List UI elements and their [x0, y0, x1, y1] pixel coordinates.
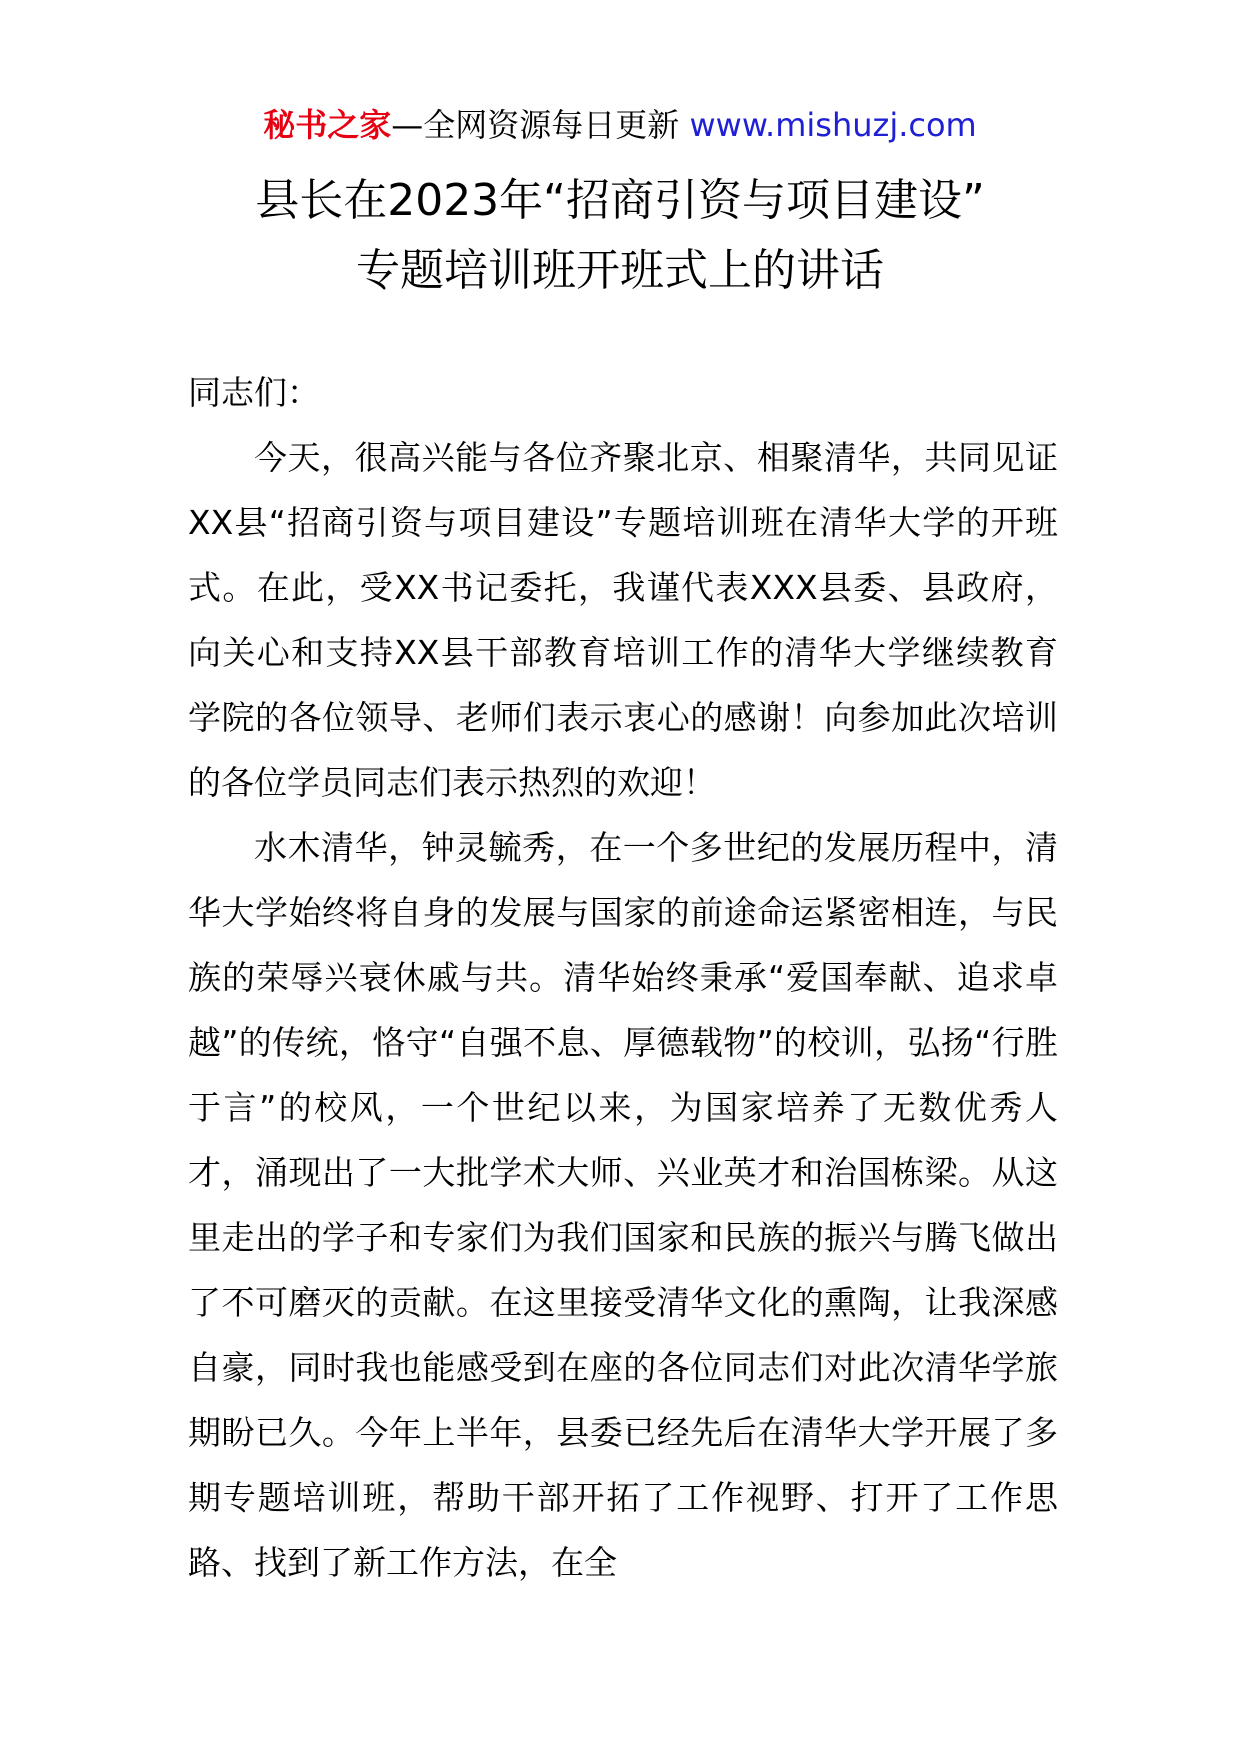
site-url-link[interactable]: www.mishuzj.com — [689, 106, 977, 144]
title-line-1: 县长在2023年“招商引资与项目建设” — [255, 175, 985, 226]
salutation: 同志们： — [188, 373, 320, 412]
paragraph-1: 今天，很高兴能与各位齐聚北京、相聚清华，共同见证XX县“招商引资与项目建设”专题培训班在清华大学的开班式。在此，受XX书记委托，我谨代表XXX县委、县政府，向关心和支持XX县干部教育培训工作的清华大学继续教育学院的各位领导、老师们表示衷心的感谢！向参加此次培训的各位学员同志们表示热烈的欢迎！ — [188, 438, 1058, 802]
document-title — [0, 166, 1240, 306]
paragraph-2: 水木清华，钟灵毓秀，在一个多世纪的发展历程中，清华大学始终将自身的发展与国家的前途命运紧密相连，与民族的荣辱兴衰休戚与共。清华始终秉承“爱国奉献、追求卓越”的传统，恪守“自强不息、厚德载物”的校训，弘扬“行胜于言”的校风，一个世纪以来，为国家培养了无数优秀人才，涌现出了一大批学术大师、兴业英才和治国栋梁。从这里走出的学子和专家们为我们国家和民族的振兴与腾飞做出了不可磨灭的贡献。在这里接受清华文化的熏陶，让我深感自豪，同时我也能感受到在座的各位同志们对此次清华学旅期盼已久。今年上半年，县委已经先后在清华大学开展了多期专题培训班，帮助干部开拓了工作视野、打开了工作思路、找到了新工作方法，在全 — [188, 828, 1058, 1582]
document-body — [188, 360, 1058, 1595]
site-header — [0, 103, 1240, 147]
site-brand: 秘书之家 — [263, 106, 392, 144]
site-tagline: —全网资源每日更新 — [391, 106, 680, 144]
title-line-2: 专题培训班开班式上的讲话 — [356, 245, 884, 296]
